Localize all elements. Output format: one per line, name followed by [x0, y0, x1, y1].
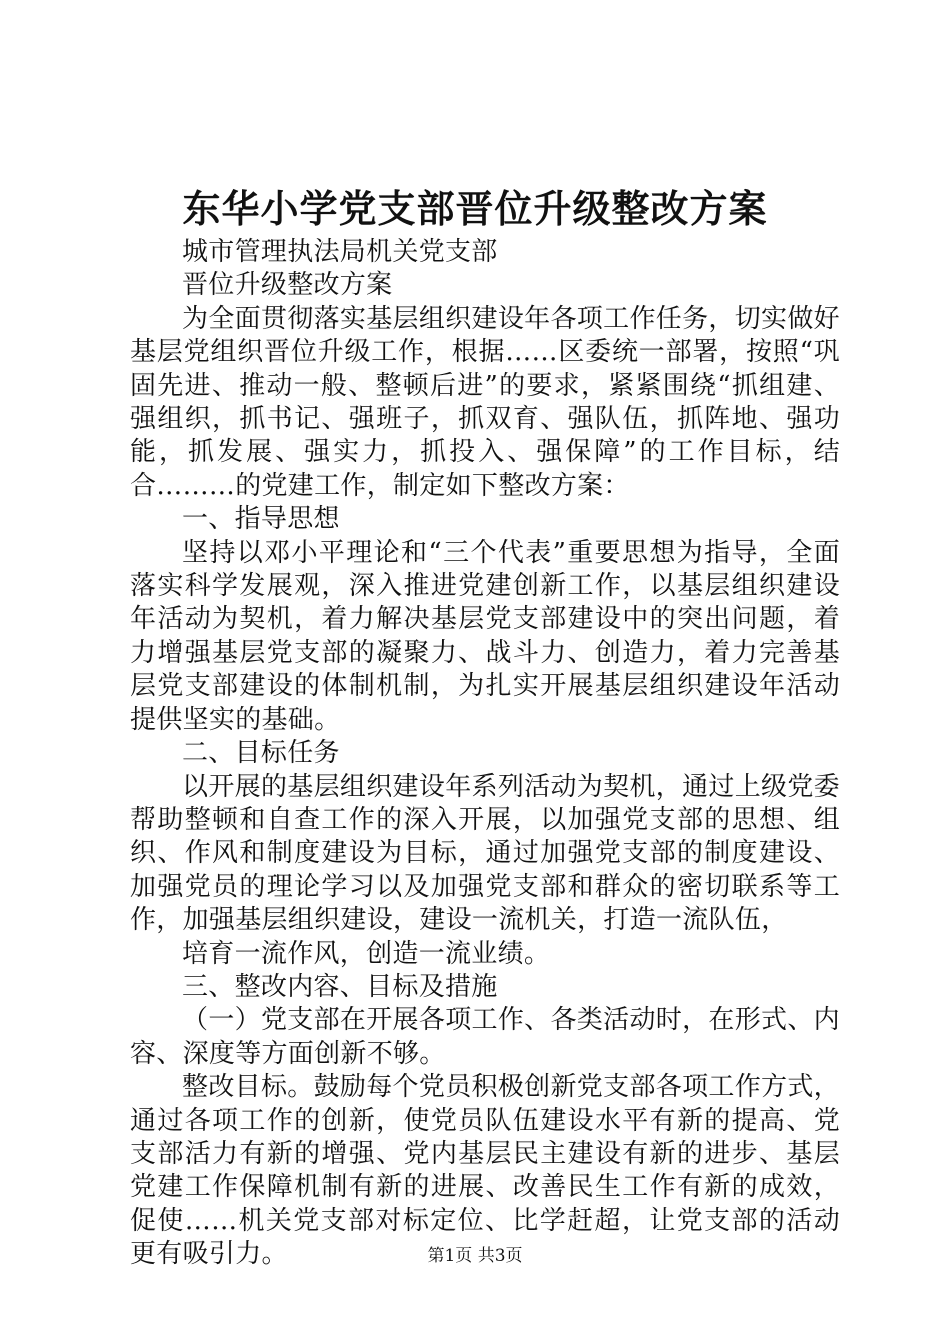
document-body [130, 236, 840, 1272]
goals-continuation: 培育一流作风，创造一流业绩。 [182, 938, 551, 969]
goals-paragraph: 以开展的基层组织建设年系列活动为契机，通过上级党委帮助整顿和自查工作的深入开展，以加强党支部的思想、组织、作风和制度建设为目标，通过加强党支部的制度建设、加强党员的理论学习以及加强党支部和群众的密切联系等工作，加强基层组织建设，建设一流机关，打造一流队伍， [130, 771, 840, 936]
section-heading-rectification: 三、整改内容、目标及措施 [182, 971, 498, 1002]
rectification-target-paragraph: 整改目标。鼓励每个党员积极创新党支部各项工作方式，通过各项工作的创新，使党员队伍建设水平有新的提高、党支部活力有新的增强、党内基层民主建设有新的进步、基层党建工作保障机制有新的进展、改善民生工作有新的成效，促使……机关党支部对标定位、比学赶超，让党支部的活动更有吸引力。 [130, 1072, 840, 1270]
page-footer: 第1页 共3页 [427, 1246, 523, 1266]
section-heading-goals: 二、目标任务 [182, 738, 340, 769]
document-title: 东华小学党支部晋位升级整改方案 [182, 186, 768, 231]
org-line: 城市管理执法局机关党支部 [182, 237, 498, 267]
subtitle-line: 晋位升级整改方案 [182, 270, 393, 301]
intro-paragraph: 为全面贯彻落实基层组织建设年各项工作任务，切实做好基层党组织晋位升级工作，根据……区委统一部署，按照“巩固先进、推动一般、整顿后进”的要求，紧紧围绕“抓组建、强组织，抓书记、强班子，抓双育、强队伍，抓阵地、强功能，抓发展、强实力，抓投入、强保障”的工作目标，结合………的党建工作，制定如下整改方案： [130, 303, 840, 501]
rectification-item-1: （一）党支部在开展各项工作、各类活动时，在形式、内容、深度等方面创新不够。 [130, 1005, 840, 1069]
section-heading-guiding-ideology: 一、指导思想 [182, 504, 340, 535]
guiding-ideology-paragraph: 坚持以邓小平理论和“三个代表”重要思想为指导，全面落实科学发展观，深入推进党建创新工作，以基层组织建设年活动为契机，着力解决基层党支部建设中的突出问题，着力增强基层党支部的凝聚力、战斗力、创造力，着力完善基层党支部建设的体制机制，为扎实开展基层组织建设年活动提供坚实的基础。 [130, 537, 840, 735]
